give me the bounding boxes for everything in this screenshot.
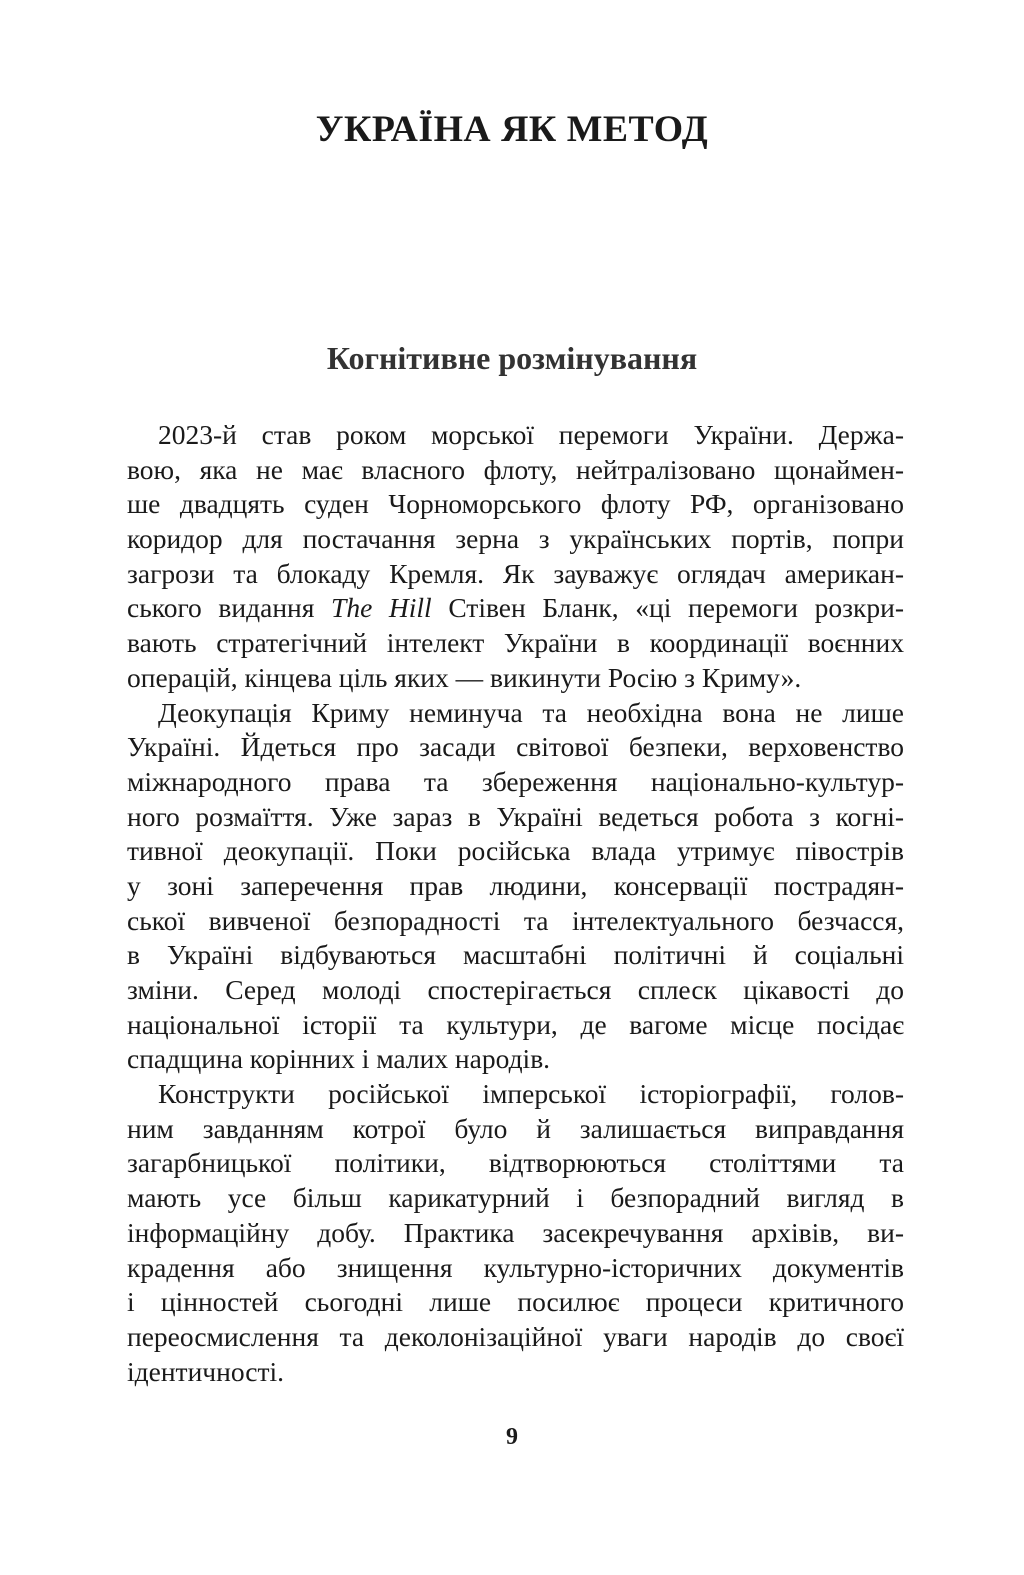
text-line: і цінностей сьогодні лише посилює процеси критичного — [127, 1286, 904, 1318]
text-line: загрози та блокаду Кремля. Як зауважує оглядач американ- — [127, 557, 904, 589]
text-line: ного розмаїття. Уже зараз в Україні ведеться робота з когні- — [127, 800, 904, 832]
text-line: крадення або знищення культурно-історичних документів — [127, 1251, 904, 1283]
text-line: національної історії та культури, де вагоме місце посідає — [127, 1008, 904, 1040]
paragraph — [127, 1077, 904, 1389]
chapter-title: УКРАЇНА ЯК МЕТОД — [315, 109, 709, 150]
paragraph — [127, 418, 904, 696]
publication-name: The Hill — [331, 592, 432, 624]
text-line: зміни. Серед молоді спостерігається сплеск цікавості до — [127, 974, 904, 1005]
text-line: спадщина корінних і малих народів. — [127, 1043, 551, 1075]
text-line: інформаційну добу. Практика засекречування архівів, ви- — [127, 1216, 904, 1248]
text-line: вою, яка не має власного флоту, нейтралізовано щонаймен- — [127, 453, 904, 485]
text-line: ідентичності. — [127, 1355, 285, 1387]
text-line: міжнародного права та збереження національно-культур- — [127, 765, 904, 797]
paragraph — [127, 696, 904, 1078]
text-line: тивної деокупації. Поки російська влада утримує півострів — [127, 835, 904, 867]
text-line: в Україні відбуваються масштабні політичні й соціальні — [127, 939, 904, 971]
text-line: мають усе більш карикатурний і безпорадний вигляд в — [127, 1182, 904, 1214]
text-line: загарбницької політики, відтворюються століттями та — [127, 1147, 904, 1179]
text-line: Конструкти російської імперської історіографії, голов- — [158, 1078, 904, 1110]
text-line: переосмислення та деколонізаційної уваги народів до своєї — [127, 1320, 904, 1352]
text-line: вають стратегічний інтелект України в координації воєнних — [127, 627, 904, 659]
text-line: ської вивченої безпорадності та інтелектуального безчасся, — [127, 904, 904, 936]
text-line: 2023-й став роком морської перемоги України. Держа- — [158, 419, 904, 450]
text-line: операцій, кінцева ціль яких — викинути Росію з Криму». — [127, 661, 802, 693]
text-line: ського видання The Hill Стівен Бланк, «ці перемоги розкри- — [127, 592, 904, 624]
text-line: Україні. Йдеться про засади світової безпеки, верховенство — [127, 731, 904, 763]
body-text — [127, 418, 904, 1389]
section-title: Когнітивне розмінування — [326, 340, 698, 376]
text-line: Деокупація Криму неминуча та необхідна вона не лише — [158, 696, 904, 728]
text-line: ше двадцять суден Чорноморського флоту РФ, організовано — [127, 488, 904, 520]
text-line: ним завданням котрої було й залишається виправдання — [127, 1112, 904, 1144]
text-line: коридор для постачання зерна з українських портів, попри — [127, 523, 904, 555]
text-line: у зоні заперечення прав людини, консервації пострадян- — [127, 869, 904, 901]
page-number: 9 — [506, 1424, 518, 1450]
